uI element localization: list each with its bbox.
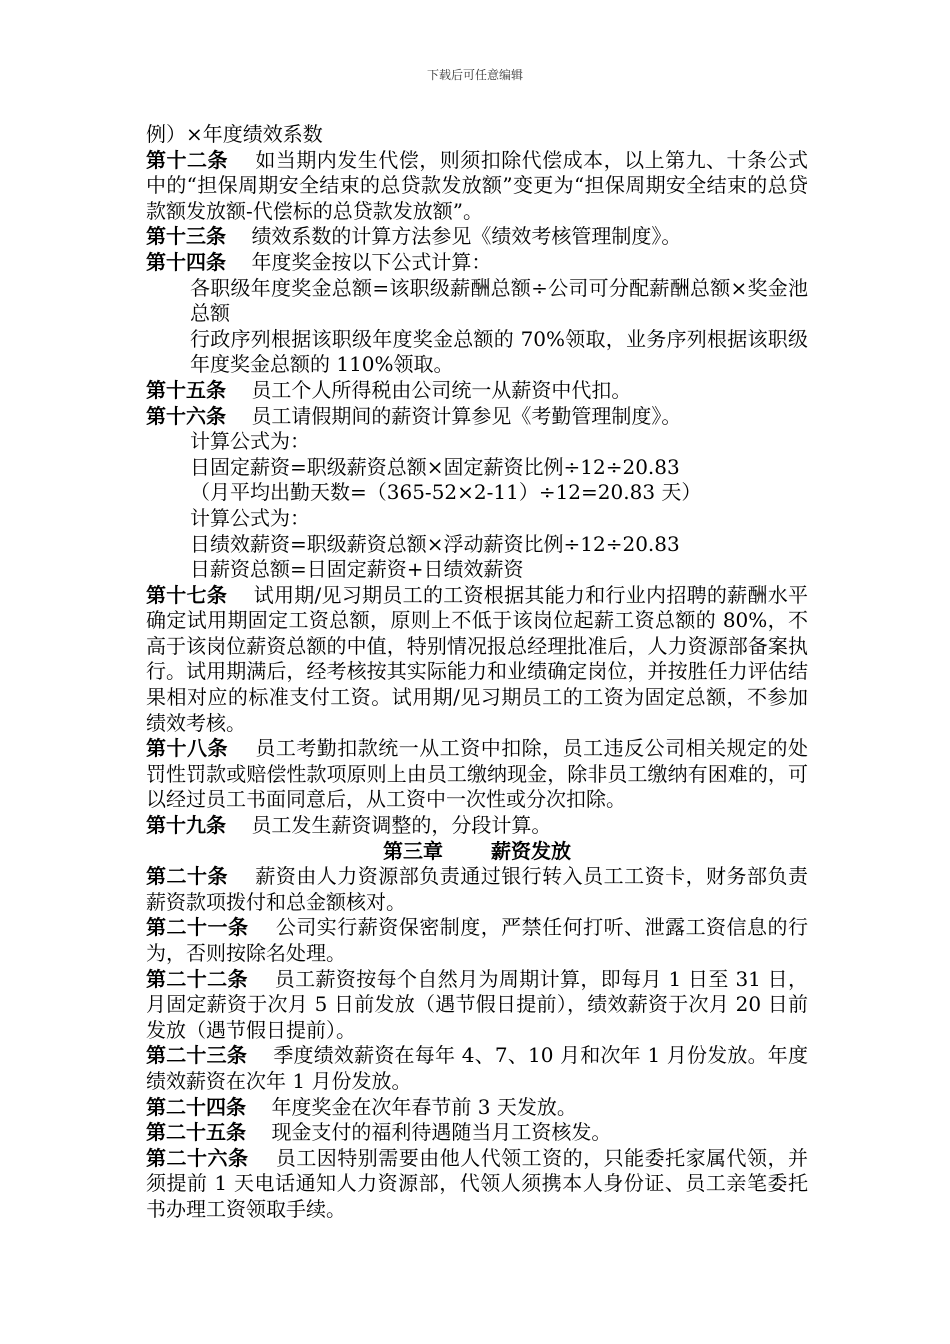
article-text: 试用期/见习期员工的工资根据其能力和行业内招聘的薪酬水平确定试用期固定工资总额，原则上不低于该岗位起薪工资总额的 80%，不高于该岗位薪资总额的中值，特别情况报总经理批准后，人力资源部备案执行。试用期满后，经考核按其实际能力和业绩确定岗位，并按胜任力评估结果相对应的标准支付工资。试用期/见习期员工的工资为固定总额，不参加绩效考核。 — [146, 582, 808, 735]
article-paragraph — [146, 378, 808, 404]
article-label: 第十五条 — [146, 377, 226, 402]
article-text: 员工考勤扣款统一从工资中扣除，员工违反公司相关规定的处罚性罚款或赔偿性款项原则上由员工缴纳现金，除非员工缴纳有困难的，可以经过员工书面同意后，从工资中一次性或分次扣除。 — [146, 736, 809, 812]
article-text: 员工个人所得税由公司统一从薪资中代扣。 — [251, 377, 632, 402]
article-text: 员工薪资按每个自然月为周期计算，即每月 1 日至 31 日，月固定薪资于次月 5 日前发放（遇节假日提前），绩效薪资于次月 20 日前发放（遇节假日提前）。 — [146, 966, 809, 1042]
article-paragraph — [146, 583, 808, 737]
indented-paragraph: 行政序列根据该职级年度奖金总额的 70%领取，业务序列根据该职级年度奖金总额的 110%领取。 — [190, 326, 808, 377]
indented-paragraph: 计算公式为： — [190, 505, 310, 530]
article-paragraph — [146, 1043, 808, 1094]
article-paragraph — [146, 250, 808, 276]
article-label: 第二十六条 — [146, 1145, 249, 1170]
article-paragraph — [146, 1146, 808, 1223]
article-label: 第二十二条 — [146, 966, 248, 991]
article-text: 公司实行薪资保密制度，严禁任何打听、泄露工资信息的行为，否则按除名处理。 — [146, 915, 809, 965]
article-text: 薪资由人力资源部负责通过银行转入员工工资卡，财务部负责薪资款项拨付和总金额核对。 — [146, 864, 809, 914]
article-paragraph — [146, 148, 808, 225]
article-paragraph — [146, 967, 808, 1044]
article-text: 现金支付的福利待遇随当月工资核发。 — [271, 1120, 612, 1145]
article-label: 第二十一条 — [146, 915, 249, 940]
article-label: 第十六条 — [146, 403, 226, 428]
article-label: 第十七条 — [146, 582, 228, 607]
indented-paragraph: 计算公式为： — [190, 429, 310, 454]
article-paragraph — [146, 915, 808, 966]
article-label: 第十四条 — [146, 249, 226, 274]
indented-paragraph: 日固定薪资=职级薪资总额×固定薪资比例÷12÷20.83 — [190, 454, 680, 479]
article-label: 第十二条 — [146, 147, 228, 172]
article-paragraph — [146, 736, 808, 813]
indented-paragraph: 日薪资总额=日固定薪资+日绩效薪资 — [190, 557, 524, 582]
chapter-label: 第三章 — [383, 838, 443, 863]
article-label: 第二十五条 — [146, 1120, 246, 1145]
indented-paragraph: 日绩效薪资=职级薪资总额×浮动薪资比例÷12÷20.83 — [190, 531, 680, 556]
article-text: 员工请假期间的薪资计算参见《考勤管理制度》。 — [251, 403, 682, 428]
article-text: 年度奖金按以下公式计算： — [251, 249, 492, 274]
article-text: 如当期内发生代偿，则须扣除代偿成本，以上第九、十条公式中的“担保周期安全结束的总贷款发放额”变更为“担保周期安全结束的总贷款额发放额-代偿标的总贷款发放额”。 — [146, 147, 809, 223]
document-body — [146, 122, 808, 1223]
article-text: 员工发生薪资调整的，分段计算。 — [251, 813, 552, 838]
chapter-heading — [146, 839, 808, 865]
article-paragraph — [146, 813, 808, 839]
article-paragraph — [146, 1120, 808, 1146]
indented-paragraph: 各职级年度奖金总额=该职级薪酬总额÷公司可分配薪酬总额×奖金池总额 — [190, 275, 808, 326]
article-label: 第十三条 — [146, 224, 226, 249]
article-text: 员工因特别需要由他人代领工资的，只能委托家属代领，并须提前 1 天电话通知人力资源部，代领人须携本人身份证、员工亲笔委托书办理工资领取手续。 — [146, 1145, 809, 1221]
indented-paragraph: （月平均出勤天数=（365-52×2-11）÷12=20.83 天） — [190, 480, 702, 505]
article-text: 年度奖金在次年春节前 3 天发放。 — [271, 1094, 577, 1119]
article-label: 第二十三条 — [146, 1043, 248, 1068]
article-paragraph — [146, 1095, 808, 1121]
article-paragraph — [146, 404, 808, 430]
page-header: 下载后可任意编辑 — [426, 68, 523, 82]
article-label: 第二十四条 — [146, 1094, 246, 1119]
article-label: 第十九条 — [146, 813, 226, 838]
continued-paragraph: 例）×年度绩效系数 — [146, 122, 323, 146]
article-label: 第十八条 — [146, 736, 228, 761]
article-paragraph — [146, 224, 808, 250]
article-paragraph — [146, 864, 808, 915]
article-text: 绩效系数的计算方法参见《绩效考核管理制度》。 — [251, 224, 682, 249]
article-label: 第二十条 — [146, 864, 228, 889]
chapter-title: 薪资发放 — [491, 838, 571, 863]
article-text: 季度绩效薪资在每年 4、7、10 月和次年 1 月份发放。年度绩效薪资在次年 1 月份发放。 — [146, 1043, 808, 1093]
